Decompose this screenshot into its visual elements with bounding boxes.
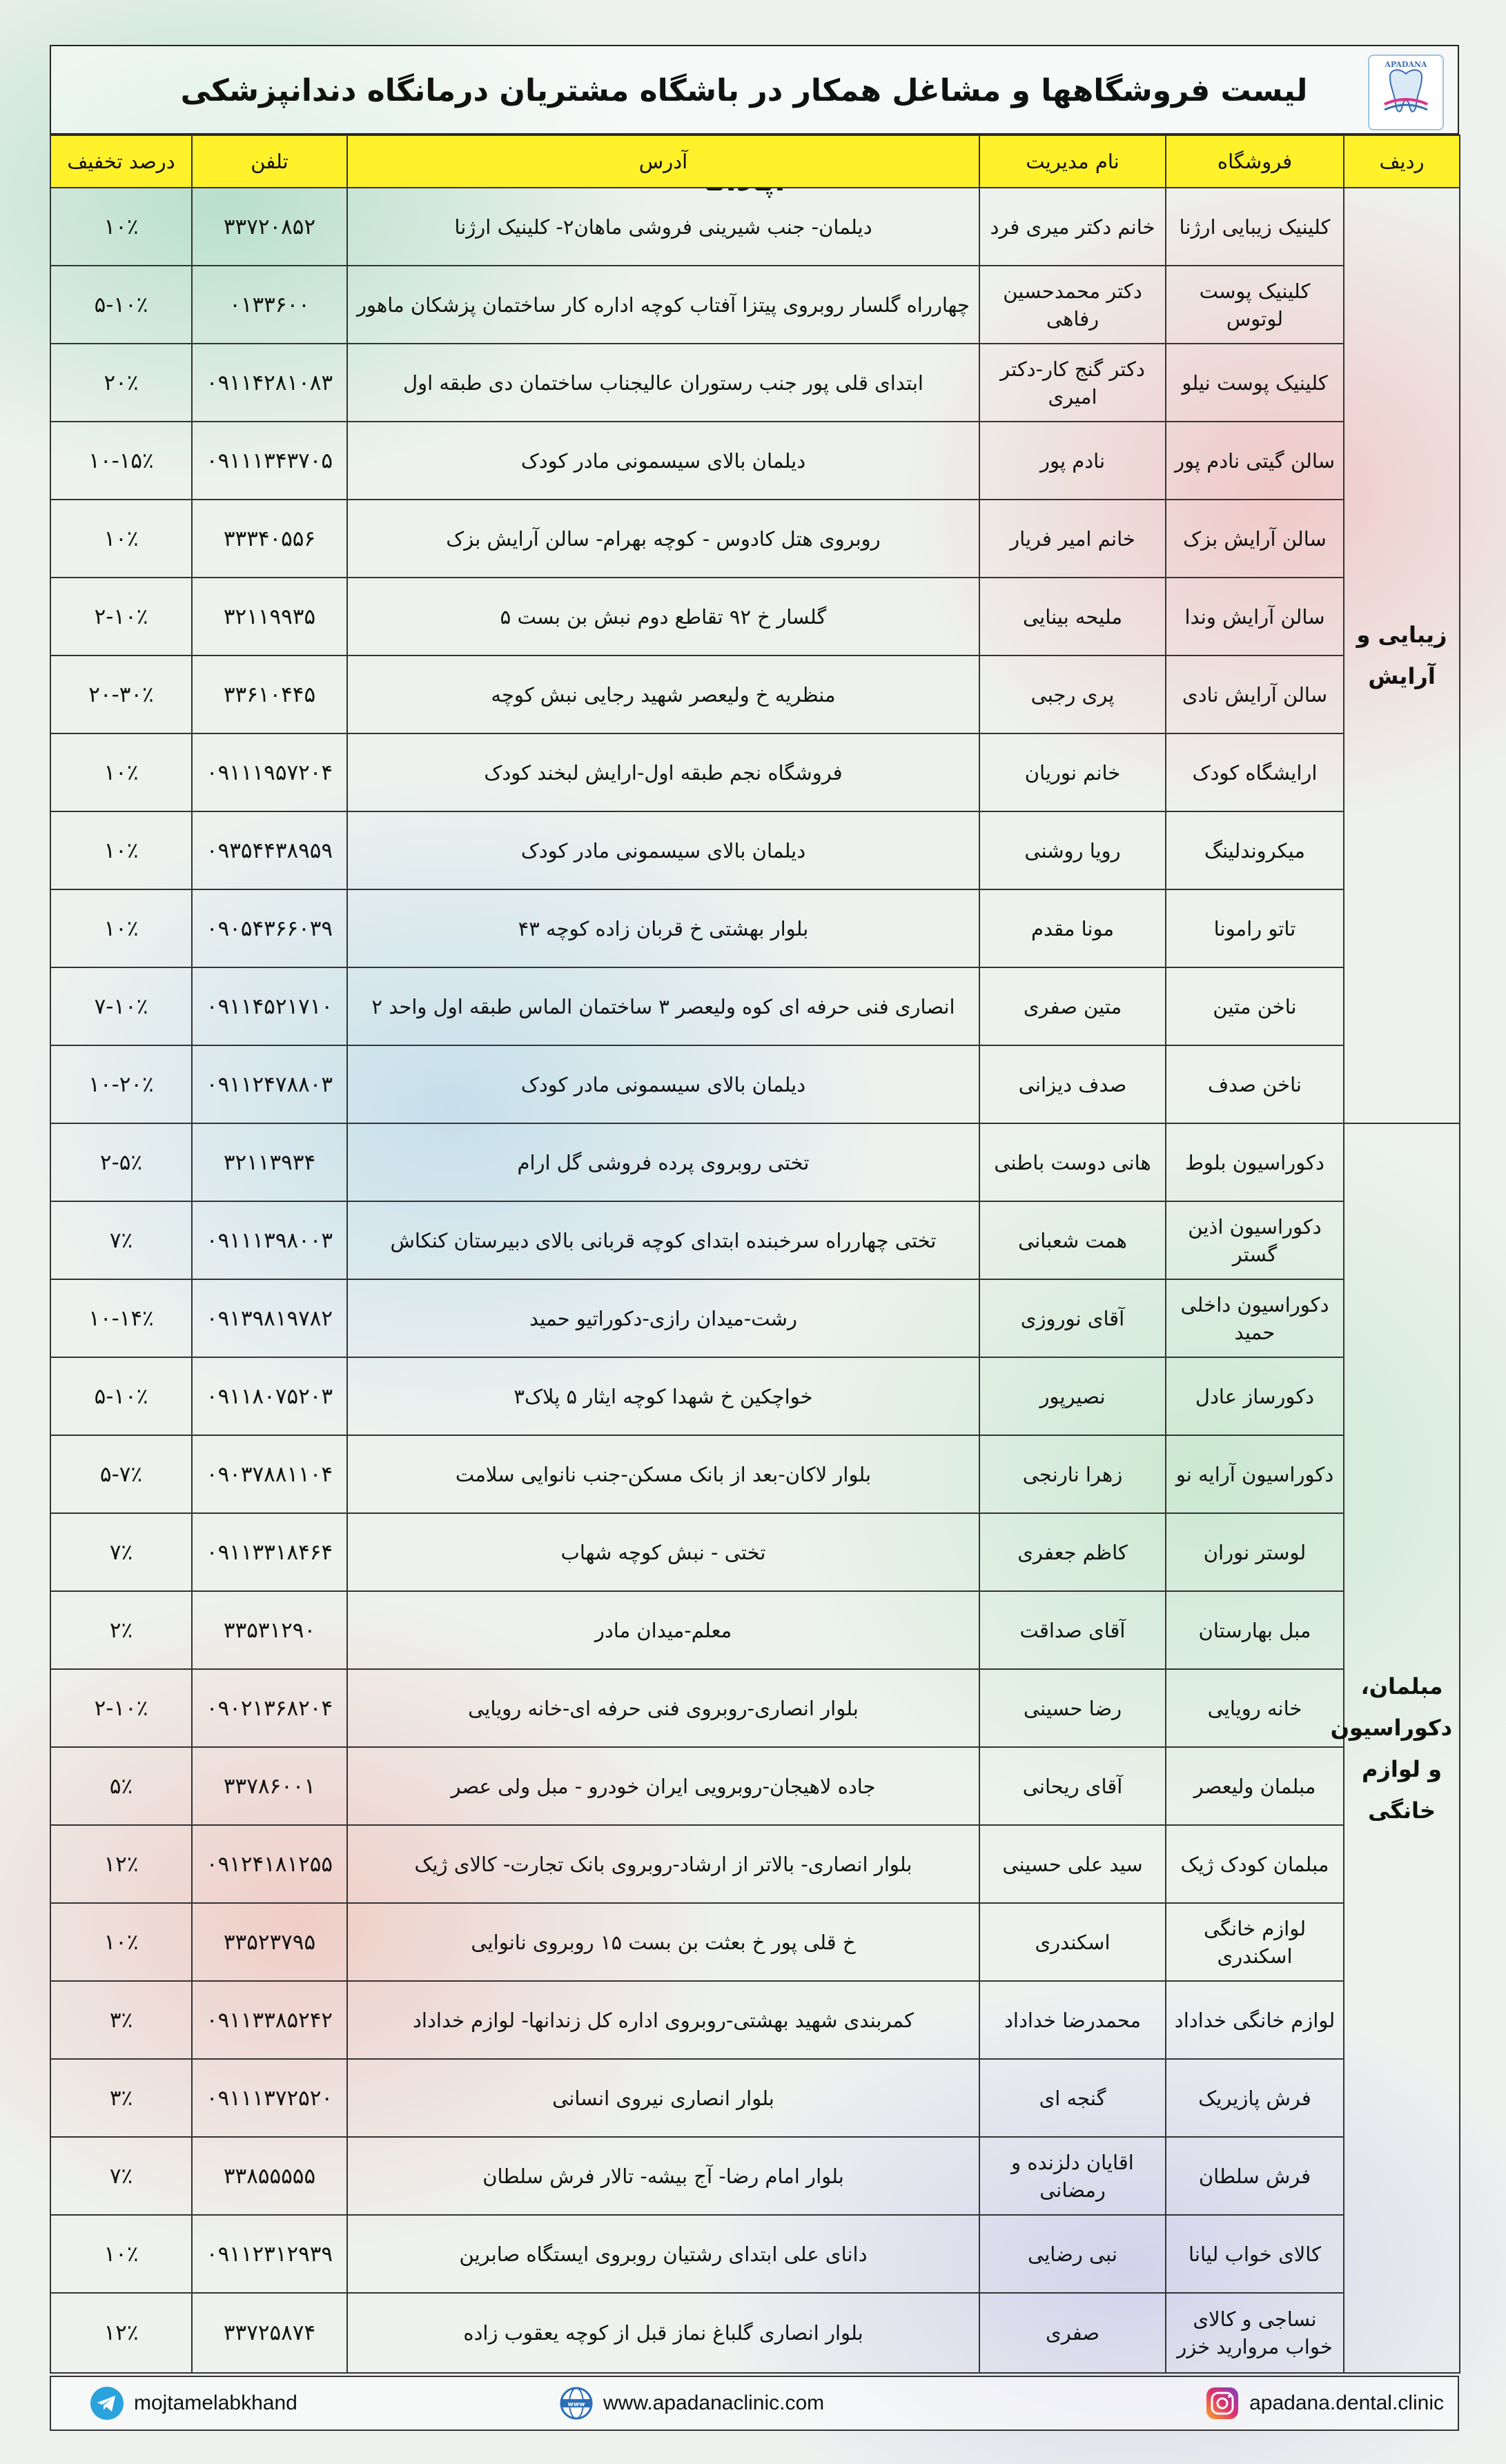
- phone-cell: ۰۹۱۱۱۳۷۲۵۲۰: [192, 2059, 347, 2137]
- footer-instagram[interactable]: [1205, 2377, 1444, 2429]
- address-cell: بلوار انصاری نیروی انسانی: [347, 2059, 979, 2137]
- manager-cell: صدف دیزانی: [979, 1045, 1166, 1123]
- discount-cell: ۳٪: [50, 2059, 192, 2137]
- logo-text: APADANA: [1385, 60, 1427, 69]
- manager-cell: زهرا نارنجی: [979, 1435, 1166, 1513]
- discount-cell: ۵-۱۰٪: [50, 1357, 192, 1435]
- store-cell: دکورساز عادل: [1166, 1357, 1344, 1435]
- table-row: [50, 2059, 1460, 2137]
- header: [50, 45, 1459, 135]
- table-row: [50, 1669, 1460, 1747]
- table-body: [50, 188, 1460, 2373]
- store-cell: دکوراسیون بلوط: [1166, 1123, 1344, 1201]
- footer: [50, 2376, 1459, 2431]
- phone-cell: ۳۳۵۲۳۷۹۵: [192, 1903, 347, 1981]
- phone-cell: ۳۳۷۸۶۰۰۱: [192, 1747, 347, 1825]
- store-cell: تاتو رامونا: [1166, 889, 1344, 967]
- address-cell: دیلمان بالای سیسمونی مادر کودک: [347, 422, 979, 500]
- store-cell: مبل بهارستان: [1166, 1591, 1344, 1669]
- category-cell: زیبایی و آرایش: [1344, 188, 1460, 1123]
- table-row: [50, 2137, 1460, 2215]
- manager-cell: ملیحه بینایی: [979, 578, 1166, 656]
- manager-cell: آقای ریحانی: [979, 1747, 1166, 1825]
- discount-cell: ۳٪: [50, 1981, 192, 2059]
- manager-cell: آقای نوروزی: [979, 1279, 1166, 1357]
- table-row: [50, 422, 1460, 500]
- phone-cell: ۰۹۰۲۱۳۶۸۲۰۴: [192, 1669, 347, 1747]
- manager-cell: آقای صداقت: [979, 1591, 1166, 1669]
- store-cell: مبلمان ولیعصر: [1166, 1747, 1344, 1825]
- table-row: [50, 1201, 1460, 1279]
- discount-cell: ۲۰-۳۰٪: [50, 656, 192, 733]
- phone-cell: ۰۹۱۱۳۳۱۸۴۶۴: [192, 1513, 347, 1591]
- phone-cell: ۰۹۱۱۱۳۴۳۷۰۵: [192, 422, 347, 500]
- discount-cell: ۱۰-۱۵٪: [50, 422, 192, 500]
- manager-cell: سید علی حسینی: [979, 1825, 1166, 1903]
- address-cell: روبروی هتل کادوس - کوچه بهرام- سالن آرایش بزک: [347, 500, 979, 578]
- discount-cell: ۲۰٪: [50, 344, 192, 422]
- discount-cell: ۱۰٪: [50, 500, 192, 578]
- table-row: [50, 1981, 1460, 2059]
- address-cell: خ قلی پور خ بعثت بن بست ۱۵ روبروی نانوایی: [347, 1903, 979, 1981]
- discount-cell: ۱۰-۲۰٪: [50, 1045, 192, 1123]
- tooth-logo-icon: [1368, 55, 1444, 130]
- manager-cell: دکتر محمدحسین رفاهی: [979, 266, 1166, 344]
- store-cell: ناخن متین: [1166, 967, 1344, 1045]
- phone-cell: ۳۲۱۱۳۹۳۴: [192, 1123, 347, 1201]
- discount-cell: ۱۲٪: [50, 1825, 192, 1903]
- store-cell: میکروندلینگ: [1166, 811, 1344, 889]
- phone-cell: ۳۳۶۱۰۴۴۵: [192, 656, 347, 733]
- phone-cell: ۳۳۷۲۵۸۷۴: [192, 2293, 347, 2373]
- discount-cell: ۵٪: [50, 1747, 192, 1825]
- manager-cell: اقایان دلزنده و رمضانی: [979, 2137, 1166, 2215]
- store-cell: مبلمان کودک ژیک: [1166, 1825, 1344, 1903]
- globe-icon: [559, 2386, 594, 2421]
- phone-cell: ۰۹۰۵۴۳۶۶۰۳۹: [192, 889, 347, 967]
- category-cell: مبلمان، دکوراسیون و لوازم خانگی: [1344, 1123, 1460, 2373]
- discount-cell: ۷٪: [50, 1201, 192, 1279]
- discount-cell: ۱۰٪: [50, 1903, 192, 1981]
- manager-cell: دکتر گنج کار-دکتر امیری: [979, 344, 1166, 422]
- store-cell: فرش سلطان: [1166, 2137, 1344, 2215]
- store-cell: دکوراسیون اذین گستر: [1166, 1201, 1344, 1279]
- table-row: [50, 1357, 1460, 1435]
- stores-table: [50, 135, 1460, 2374]
- table-row: [50, 578, 1460, 656]
- svg-text:www: www: [567, 2401, 585, 2408]
- column-header-discount: درصد تخفیف: [50, 135, 192, 188]
- address-cell: تختی - نبش کوچه شهاب: [347, 1513, 979, 1591]
- store-cell: نساجی و کالای خواب مروارید خزر: [1166, 2293, 1344, 2373]
- page-title: لیست فروشگاهها و مشاغل همکار در باشگاه مشتریان درمانگاه دندانپزشکی: [180, 73, 1308, 108]
- phone-cell: ۰۹۱۱۳۳۸۵۲۴۲: [192, 1981, 347, 2059]
- address-cell: بلوار انصاری-روبروی فنی حرفه ای-خانه رویایی: [347, 1669, 979, 1747]
- phone-cell: ۰۹۱۱۲۳۱۲۹۳۹: [192, 2215, 347, 2293]
- address-cell: گلسار خ ۹۲ تقاطع دوم نبش بن بست ۵: [347, 578, 979, 656]
- table-row: [50, 1591, 1460, 1669]
- discount-cell: ۷-۱۰٪: [50, 967, 192, 1045]
- manager-cell: مونا مقدم: [979, 889, 1166, 967]
- telegram-handle: mojtamelabkhand: [134, 2392, 297, 2414]
- table-row: [50, 656, 1460, 733]
- discount-cell: ۷٪: [50, 2137, 192, 2215]
- store-cell: ارایشگاه کودک: [1166, 733, 1344, 811]
- table-row: [50, 1825, 1460, 1903]
- table-row: [50, 1045, 1460, 1123]
- address-cell: چهارراه گلسار روبروی پیتزا آفتاب کوچه اداره کار ساختمان پزشکان ماهور: [347, 266, 979, 344]
- table-row: [50, 1903, 1460, 1981]
- manager-cell: هانی دوست باطنی: [979, 1123, 1166, 1201]
- discount-cell: ۱۰٪: [50, 889, 192, 967]
- address-cell: کمربندی شهید بهشتی-روبروی اداره کل زندانها- لوازم خداداد: [347, 1981, 979, 2059]
- manager-cell: نادم پور: [979, 422, 1166, 500]
- store-cell: کلینیک پوست نیلو: [1166, 344, 1344, 422]
- address-cell: منظریه خ ولیعصر شهید رجایی نبش کوچه: [347, 656, 979, 733]
- manager-cell: صفری: [979, 2293, 1166, 2373]
- address-cell: ابتدای قلی پور جنب رستوران عالیجناب ساختمان دی طبقه اول: [347, 344, 979, 422]
- store-cell: لوستر نوران: [1166, 1513, 1344, 1591]
- store-cell: کلینیک پوست لوتوس: [1166, 266, 1344, 344]
- address-cell: دیلمان بالای سیسمونی مادر کودک: [347, 1045, 979, 1123]
- manager-cell: محمدرضا خداداد: [979, 1981, 1166, 2059]
- table-row: [50, 2293, 1460, 2373]
- table-row: [50, 967, 1460, 1045]
- manager-cell: رضا حسینی: [979, 1669, 1166, 1747]
- table-row: [50, 733, 1460, 811]
- address-cell: فروشگاه نجم طبقه اول-ارایش لبخند کودک: [347, 733, 979, 811]
- phone-cell: ۳۳۵۳۱۲۹۰: [192, 1591, 347, 1669]
- manager-cell: پری رجبی: [979, 656, 1166, 733]
- discount-cell: ۱۰٪: [50, 188, 192, 266]
- store-cell: دکوراسیون داخلی حمید: [1166, 1279, 1344, 1357]
- table-row: [50, 1435, 1460, 1513]
- phone-cell: ۰۹۱۱۸۰۷۵۲۰۳: [192, 1357, 347, 1435]
- address-cell: تختی روبروی پرده فروشی گل ارام: [347, 1123, 979, 1201]
- phone-cell: ۳۳۳۴۰۵۵۶: [192, 500, 347, 578]
- manager-cell: همت شعبانی: [979, 1201, 1166, 1279]
- discount-cell: ۲-۱۰٪: [50, 578, 192, 656]
- address-cell: بلوار امام رضا- آج بیشه- تالار فرش سلطان: [347, 2137, 979, 2215]
- manager-cell: خانم امیر فریار: [979, 500, 1166, 578]
- table-header-row: [50, 135, 1460, 188]
- address-cell: خواچکین خ شهدا کوچه ایثار ۵ پلاک۳: [347, 1357, 979, 1435]
- address-cell: دیلمان بالای سیسمونی مادر کودک: [347, 811, 979, 889]
- table-row: [50, 1279, 1460, 1357]
- table-row: [50, 500, 1460, 578]
- footer-telegram[interactable]: [90, 2377, 297, 2429]
- telegram-icon: [90, 2386, 124, 2421]
- table-row: [50, 344, 1460, 422]
- store-cell: ناخن صدف: [1166, 1045, 1344, 1123]
- footer-website[interactable]: [559, 2377, 824, 2429]
- website-url: www.apadanaclinic.com: [603, 2392, 825, 2414]
- discount-cell: ۲٪: [50, 1591, 192, 1669]
- store-cell: خانه رویایی: [1166, 1669, 1344, 1747]
- manager-cell: گنجه ای: [979, 2059, 1166, 2137]
- discount-cell: ۱۰٪: [50, 733, 192, 811]
- phone-cell: ۰۹۳۵۴۴۳۸۹۵۹: [192, 811, 347, 889]
- instagram-icon: [1205, 2386, 1240, 2421]
- discount-cell: ۲-۱۰٪: [50, 1669, 192, 1747]
- table-row: [50, 188, 1460, 266]
- phone-cell: ۳۳۷۲۰۸۵۲: [192, 188, 347, 266]
- address-cell: انصاری فنی حرفه ای کوه ولیعصر ۳ ساختمان الماس طبقه اول واحد ۲: [347, 967, 979, 1045]
- discount-cell: ۵-۷٪: [50, 1435, 192, 1513]
- store-cell: کالای خواب لیانا: [1166, 2215, 1344, 2293]
- manager-cell: رویا روشنی: [979, 811, 1166, 889]
- address-cell: بلوار بهشتی خ قربان زاده کوچه ۴۳: [347, 889, 979, 967]
- instagram-handle: apadana.dental.clinic: [1249, 2392, 1444, 2414]
- discount-cell: ۷٪: [50, 1513, 192, 1591]
- store-cell: لوازم خانگی اسکندری: [1166, 1903, 1344, 1981]
- table-row: [50, 266, 1460, 344]
- phone-cell: ۰۹۱۳۹۸۱۹۷۸۲: [192, 1279, 347, 1357]
- store-cell: سالن گیتی نادم پور: [1166, 422, 1344, 500]
- store-cell: لوازم خانگی خداداد: [1166, 1981, 1344, 2059]
- store-cell: فرش پازیریک: [1166, 2059, 1344, 2137]
- phone-cell: ۰۹۱۲۴۱۸۱۲۵۵: [192, 1825, 347, 1903]
- store-cell: سالن آرایش بزک: [1166, 500, 1344, 578]
- table-row: [50, 1123, 1460, 1201]
- address-cell: بلوار لاکان-بعد از بانک مسکن-جنب نانوایی سلامت: [347, 1435, 979, 1513]
- discount-cell: ۱۰٪: [50, 2215, 192, 2293]
- phone-cell: ۰۹۱۱۴۵۲۱۷۱۰: [192, 967, 347, 1045]
- phone-cell: ۰۹۱۱۱۳۹۸۰۰۳: [192, 1201, 347, 1279]
- phone-cell: ۰۹۰۳۷۸۸۱۱۰۴: [192, 1435, 347, 1513]
- phone-cell: ۰۹۱۱۴۲۸۱۰۸۳: [192, 344, 347, 422]
- column-header-phone: تلفن: [192, 135, 347, 188]
- table-row: [50, 1747, 1460, 1825]
- address-cell: جاده لاهیجان-روبرویی ایران خودرو - مبل ولی عصر: [347, 1747, 979, 1825]
- phone-cell: ۳۳۸۵۵۵۵۵: [192, 2137, 347, 2215]
- discount-cell: ۵-۱۰٪: [50, 266, 192, 344]
- store-cell: کلینیک زیبایی ارژنا: [1166, 188, 1344, 266]
- manager-cell: نبی رضایی: [979, 2215, 1166, 2293]
- address-cell: بلوار انصاری- بالاتر از ارشاد-روبروی بانک تجارت- کالای ژیک: [347, 1825, 979, 1903]
- table-row: [50, 889, 1460, 967]
- manager-cell: خانم دکتر میری فرد: [979, 188, 1166, 266]
- address-cell: تختی چهارراه سرخبنده ابتدای کوچه قربانی بالای دبیرستان کنکاش: [347, 1201, 979, 1279]
- address-cell: رشت-میدان رازی-دکوراتیو حمید: [347, 1279, 979, 1357]
- manager-cell: کاظم جعفری: [979, 1513, 1166, 1591]
- discount-cell: ۱۰٪: [50, 811, 192, 889]
- manager-cell: خانم نوریان: [979, 733, 1166, 811]
- store-cell: سالن آرایش نادی: [1166, 656, 1344, 733]
- discount-cell: ۲-۵٪: [50, 1123, 192, 1201]
- manager-cell: نصیرپور: [979, 1357, 1166, 1435]
- discount-cell: ۱۰-۱۴٪: [50, 1279, 192, 1357]
- address-cell: دانای علی ابتدای رشتیان روبروی ایستگاه صابرین: [347, 2215, 979, 2293]
- table-row: [50, 1513, 1460, 1591]
- phone-cell: ۰۹۱۱۱۹۵۷۲۰۴: [192, 733, 347, 811]
- table-row: [50, 811, 1460, 889]
- column-header-row-number: ردیف: [1344, 135, 1460, 188]
- address-cell: معلم-میدان مادر: [347, 1591, 979, 1669]
- phone-cell: ۰۹۱۱۲۴۷۸۸۰۳: [192, 1045, 347, 1123]
- address-cell: بلوار انصاری گلباغ نماز قبل از کوچه یعقوب زاده: [347, 2293, 979, 2373]
- store-cell: دکوراسیون آرایه نو: [1166, 1435, 1344, 1513]
- manager-cell: اسکندری: [979, 1903, 1166, 1981]
- phone-cell: ۳۲۱۱۹۹۳۵: [192, 578, 347, 656]
- table-row: [50, 2215, 1460, 2293]
- discount-cell: ۱۲٪: [50, 2293, 192, 2373]
- address-cell: دیلمان- جنب شیرینی فروشی ماهان۲- کلینیک ارژنا: [347, 188, 979, 266]
- phone-cell: ۰۱۳۳۶۰۰: [192, 266, 347, 344]
- column-header-manager: نام مدیریت: [979, 135, 1166, 188]
- store-cell: سالن آرایش وندا: [1166, 578, 1344, 656]
- manager-cell: متین صفری: [979, 967, 1166, 1045]
- column-header-store: فروشگاه: [1166, 135, 1344, 188]
- column-header-address: آدرس: [347, 135, 979, 188]
